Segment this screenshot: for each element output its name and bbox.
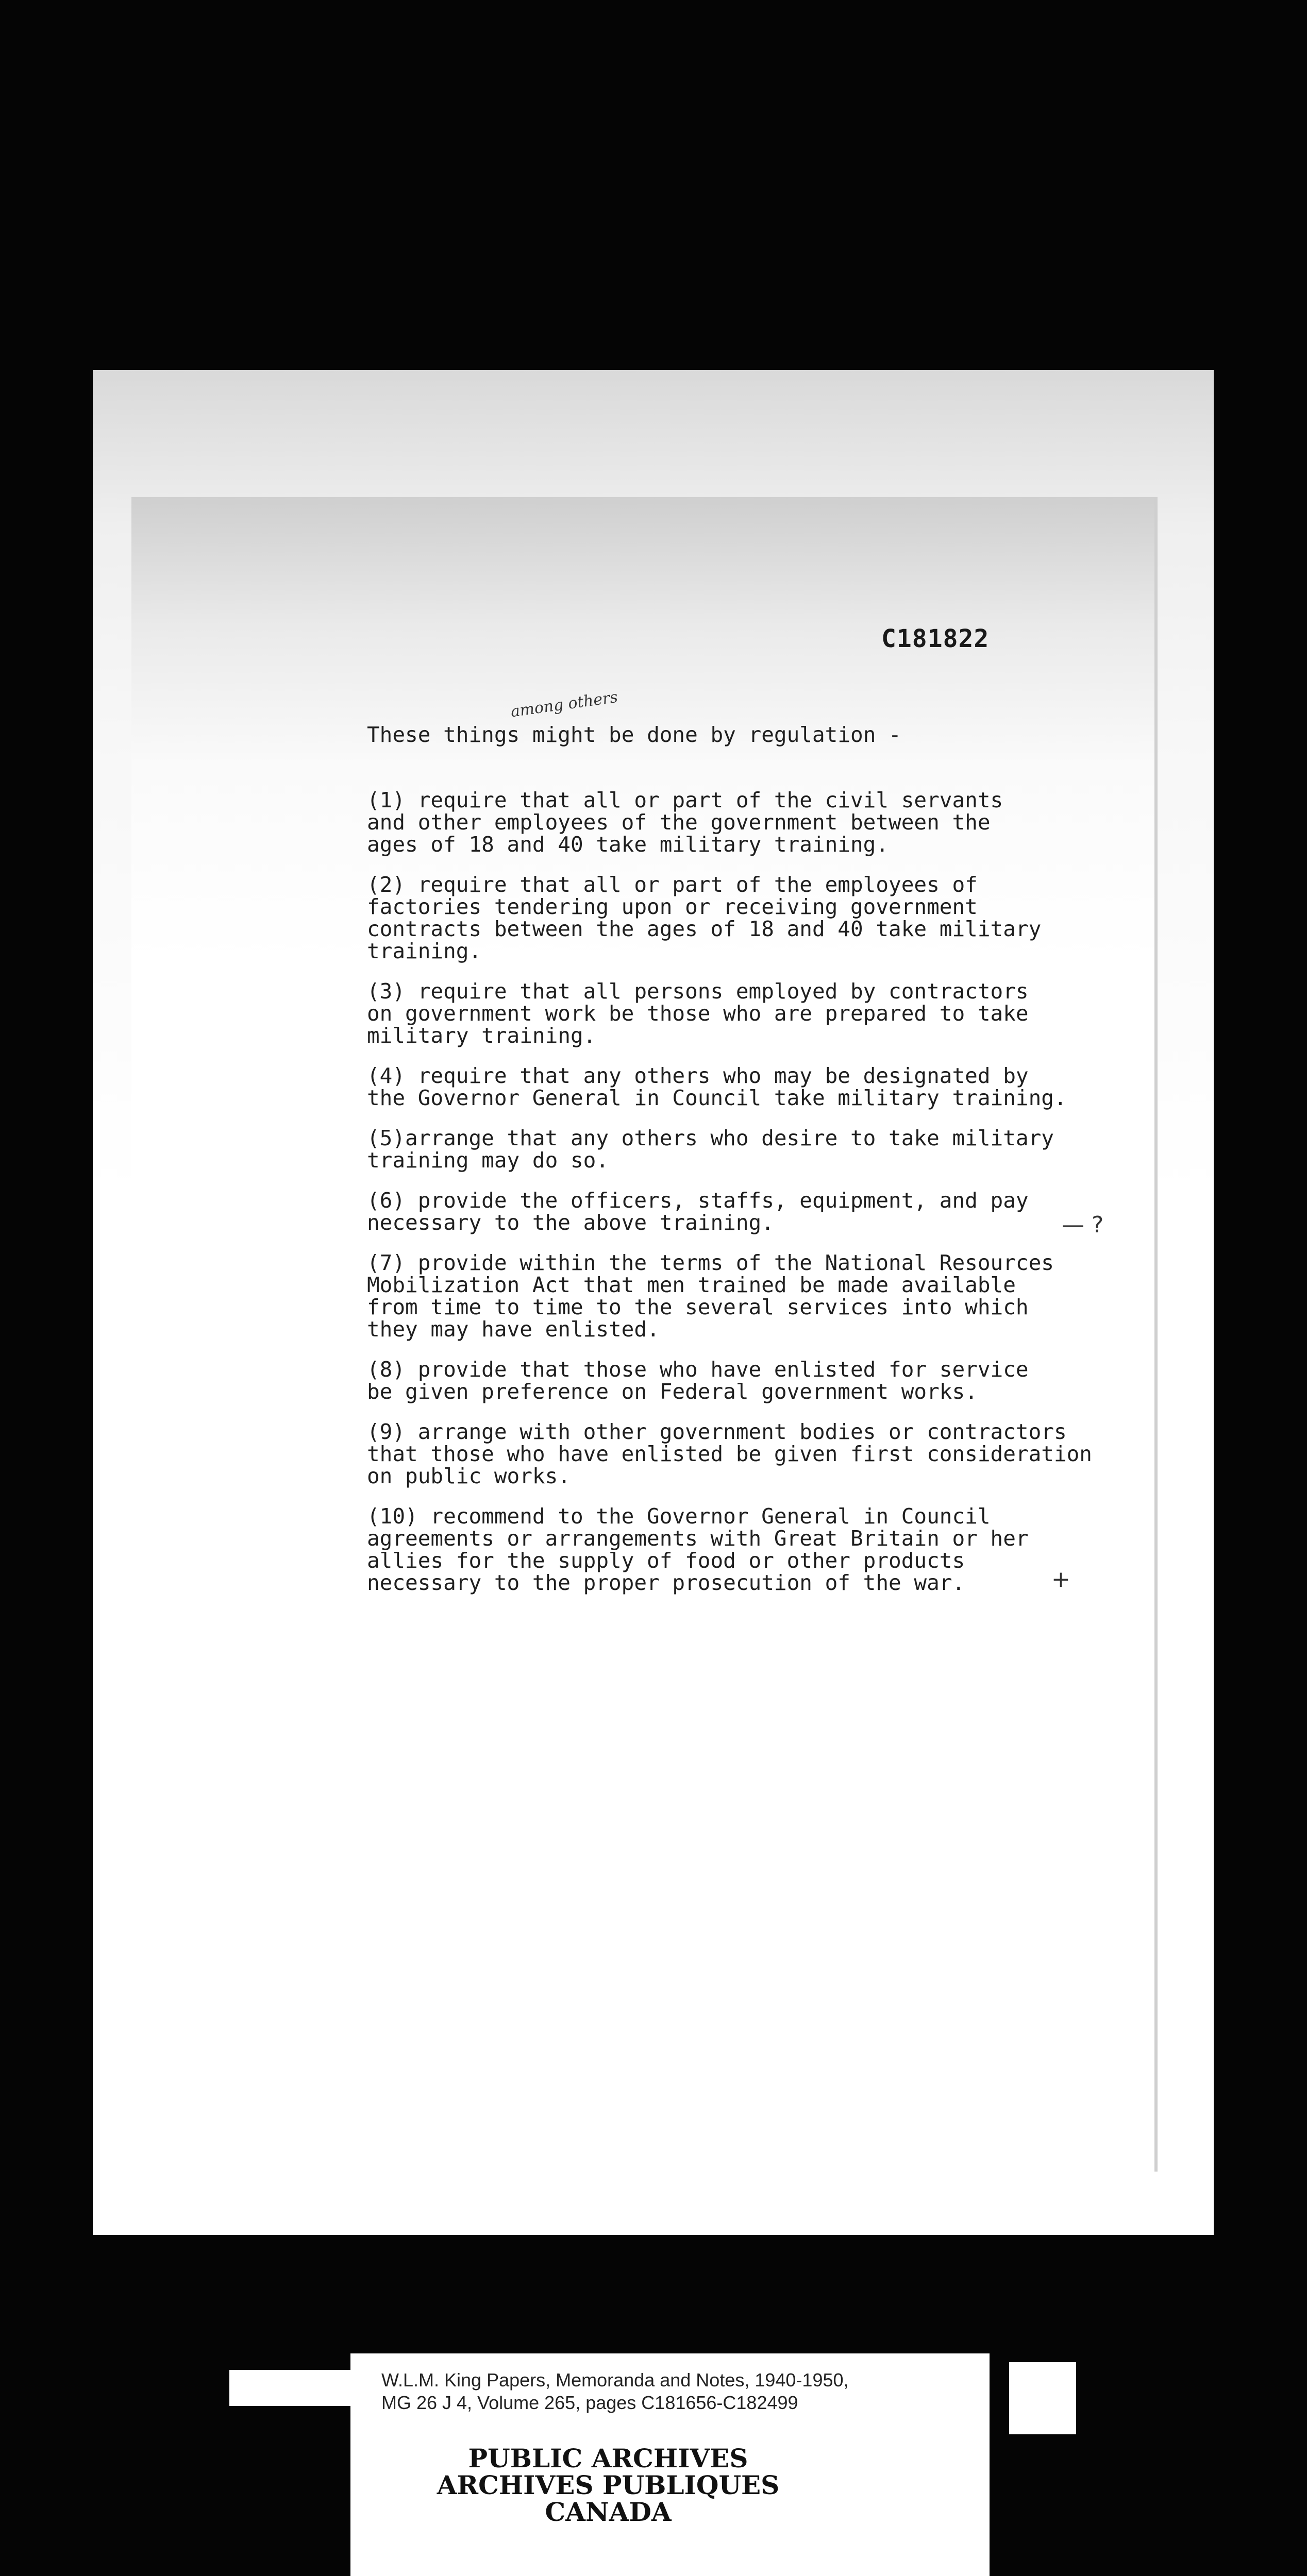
handwritten-insert: among others xyxy=(509,688,619,721)
list-item: (3) require that all persons employed by contractors on government work be those who are prepared to take military training. xyxy=(367,979,1029,1048)
stamp-line-2: ARCHIVES PUBLIQUES xyxy=(437,2470,780,2500)
stamp-line-3: CANADA xyxy=(545,2497,672,2527)
list-item: (1) require that all or part of the civil servants and other employees of the government between the ages of 18 and 40 take military training. xyxy=(367,788,1003,857)
intro-after: might be done by regulation - xyxy=(532,722,901,747)
stamp-line-1: PUBLIC ARCHIVES xyxy=(468,2443,748,2473)
list-item: (6) provide the officers, staffs, equipment, and pay necessary to the above training. xyxy=(367,1188,1029,1235)
list-item: (8) provide that those who have enlisted for service be given preference on Federal government works. xyxy=(367,1357,1029,1404)
page-number: C181822 xyxy=(881,624,990,653)
list-item: (4) require that any others who may be designated by the Governor General in Council take military training. xyxy=(367,1063,1067,1110)
margin-mark-item10: + xyxy=(1051,1566,1070,1592)
margin-mark-item6: — ? xyxy=(1062,1212,1104,1238)
list-item: (7) provide within the terms of the National Resources Mobilization Act that men trained be made available from time to time to the several services into which they may have enlisted. xyxy=(367,1250,1054,1342)
reference-line-1: W.L.M. King Papers, Memoranda and Notes, 1940-1950, xyxy=(381,2369,849,2391)
intro-before: These things xyxy=(367,722,520,747)
list-item: (9) arrange with other government bodies or contractors that those who have enlisted be given first consideration on public works. xyxy=(367,1419,1092,1488)
list-item: (5)arrange that any others who desire to take military training may do so. xyxy=(367,1126,1054,1173)
archive-reference xyxy=(381,2369,979,2414)
list-item: (10) recommend to the Governor General in Council agreements or arrangements with Great Britain or her allies for the supply of food or other products necessary to the proper prosecution of the war. xyxy=(367,1504,1029,1595)
archives-stamp xyxy=(350,2445,866,2526)
archive-label xyxy=(350,2353,990,2576)
list-item: (2) require that all or part of the employees of factories tendering upon or receiving government contracts between the ages of 18 and 40 take military training. xyxy=(367,872,1042,963)
intro-line xyxy=(367,722,901,747)
reference-line-2: MG 26 J 4, Volume 265, pages C181656-C182499 xyxy=(381,2392,798,2413)
label-tab-left xyxy=(229,2370,353,2406)
label-tab-right xyxy=(1009,2362,1076,2434)
regulation-list xyxy=(367,789,1130,1594)
